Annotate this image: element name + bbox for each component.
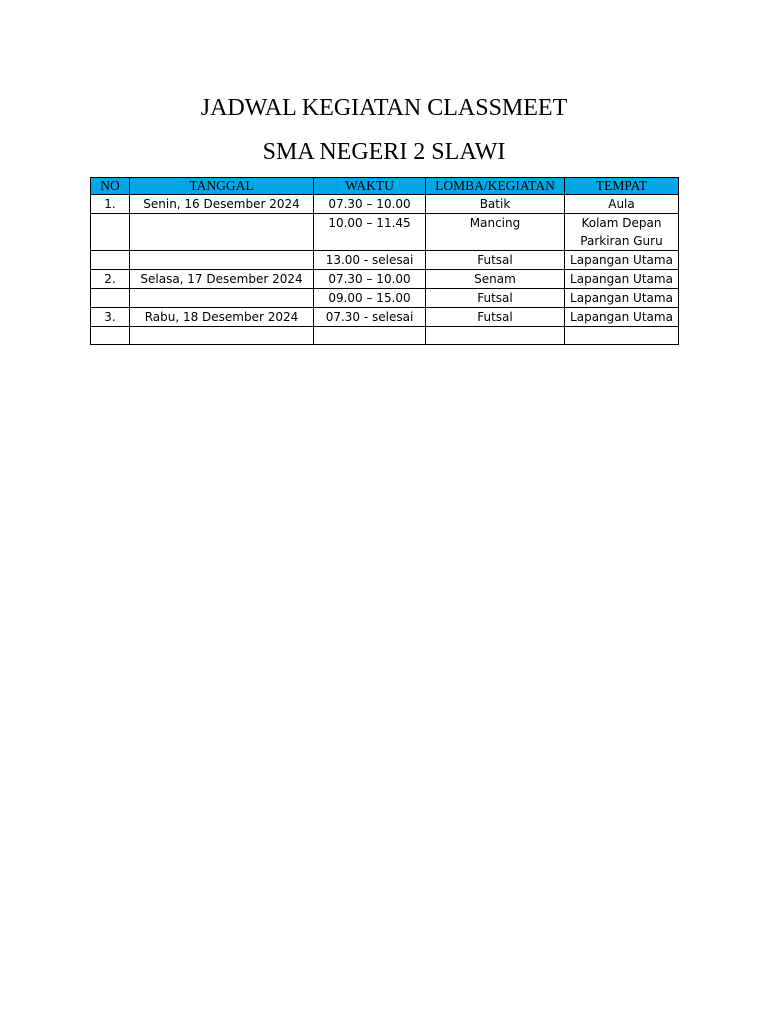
cell-waktu: 07.30 – 10.00 <box>314 195 426 214</box>
cell-tempat: Kolam Depan Parkiran Guru <box>565 214 679 251</box>
cell-tempat <box>565 327 679 345</box>
header-lomba-kegiatan: LOMBA/KEGIATAN <box>426 178 565 195</box>
document-subtitle: SMA NEGERI 2 SLAWI <box>262 139 506 165</box>
cell-no: 1. <box>91 195 130 214</box>
cell-tanggal <box>130 327 314 345</box>
cell-waktu: 09.00 – 15.00 <box>314 289 426 308</box>
cell-no <box>91 214 130 251</box>
header-no: NO <box>91 178 130 195</box>
cell-waktu: 07.30 – 10.00 <box>314 270 426 289</box>
cell-kegiatan <box>426 327 565 345</box>
header-tanggal: TANGGAL <box>130 178 314 195</box>
table-row <box>91 308 679 327</box>
cell-waktu: 10.00 – 11.45 <box>314 214 426 251</box>
table-row <box>91 195 679 214</box>
cell-kegiatan: Futsal <box>426 308 565 327</box>
header-tempat: TEMPAT <box>565 178 679 195</box>
cell-waktu: 07.30 - selesai <box>314 308 426 327</box>
cell-kegiatan: Mancing <box>426 214 565 251</box>
cell-no: 3. <box>91 308 130 327</box>
cell-tempat: Lapangan Utama <box>565 270 679 289</box>
cell-tempat: Lapangan Utama <box>565 251 679 270</box>
table-row <box>91 289 679 308</box>
header-waktu: WAKTU <box>314 178 426 195</box>
cell-tanggal: Selasa, 17 Desember 2024 <box>130 270 314 289</box>
table-row <box>91 251 679 270</box>
cell-kegiatan: Batik <box>426 195 565 214</box>
schedule-table <box>90 177 679 345</box>
cell-tanggal <box>130 214 314 251</box>
cell-tanggal: Senin, 16 Desember 2024 <box>130 195 314 214</box>
table-row <box>91 214 679 251</box>
table-row <box>91 327 679 345</box>
cell-tanggal: Rabu, 18 Desember 2024 <box>130 308 314 327</box>
cell-no <box>91 327 130 345</box>
cell-tempat: Aula <box>565 195 679 214</box>
cell-kegiatan: Futsal <box>426 289 565 308</box>
document-title: JADWAL KEGIATAN CLASSMEET <box>200 95 568 121</box>
cell-kegiatan: Futsal <box>426 251 565 270</box>
cell-no: 2. <box>91 270 130 289</box>
cell-waktu <box>314 327 426 345</box>
table-row <box>91 270 679 289</box>
cell-tempat: Lapangan Utama <box>565 308 679 327</box>
cell-kegiatan: Senam <box>426 270 565 289</box>
cell-waktu: 13.00 - selesai <box>314 251 426 270</box>
cell-tempat: Lapangan Utama <box>565 289 679 308</box>
cell-tanggal <box>130 289 314 308</box>
cell-tanggal <box>130 251 314 270</box>
cell-no <box>91 251 130 270</box>
table-header-row <box>91 178 679 195</box>
cell-no <box>91 289 130 308</box>
